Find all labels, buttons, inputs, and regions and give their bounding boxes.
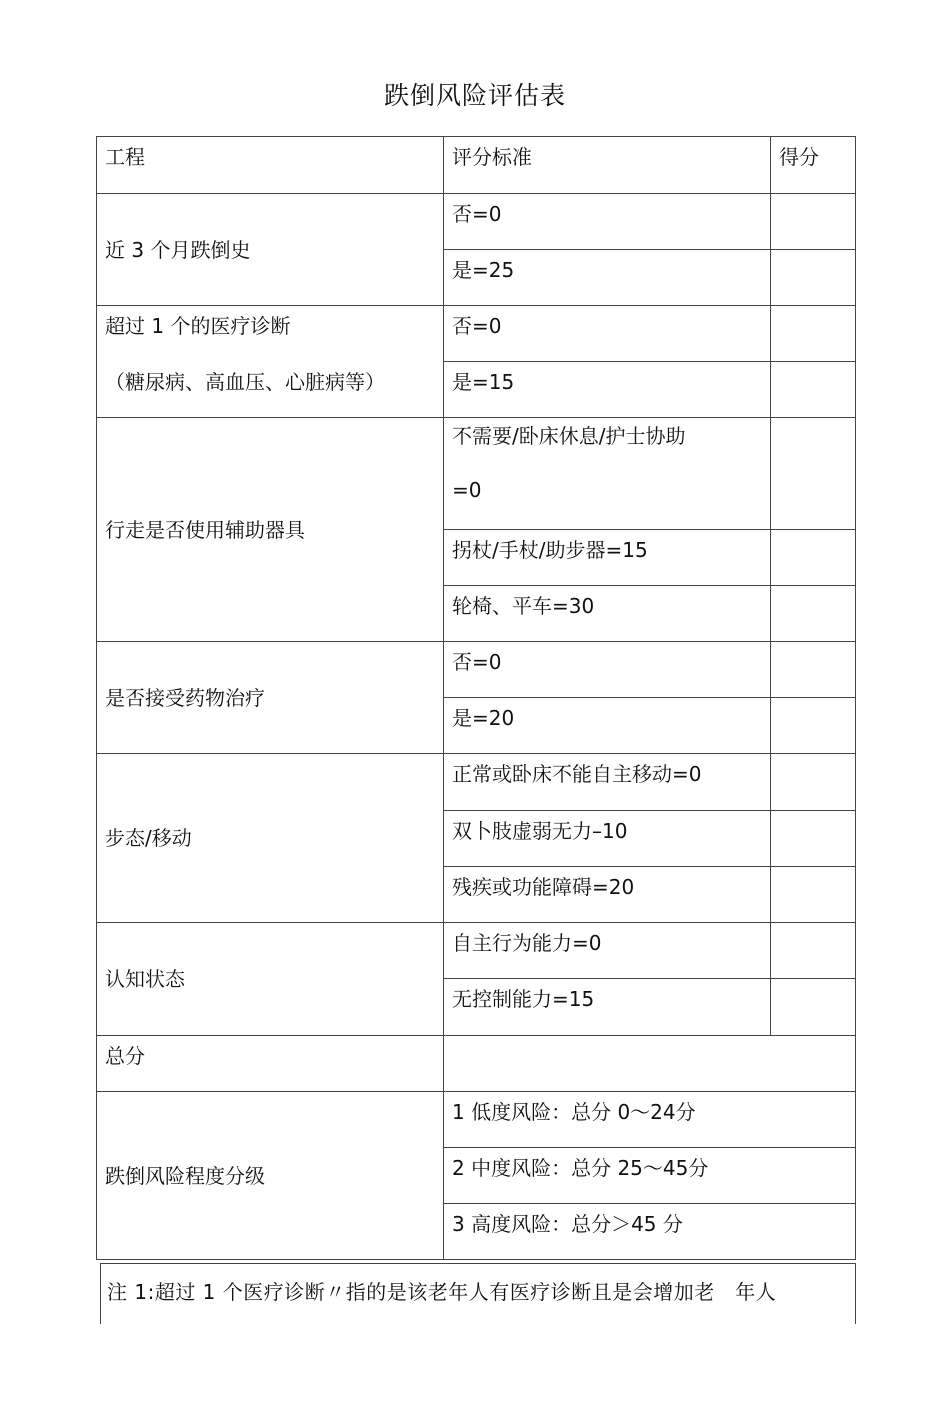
criteria-cell: 否=0: [444, 642, 771, 698]
criteria-cell: 双卜肢虚弱无力–10: [444, 811, 771, 867]
note-box: [100, 1263, 856, 1324]
header-row: [97, 137, 856, 194]
table-row: [97, 754, 856, 811]
table-row: [97, 923, 856, 979]
score-cell[interactable]: [771, 754, 856, 811]
header-item: 工程: [97, 137, 444, 194]
score-cell[interactable]: [771, 923, 856, 979]
score-cell[interactable]: [771, 642, 856, 698]
score-cell[interactable]: [771, 698, 856, 754]
score-cell[interactable]: [771, 362, 856, 418]
item-diagnosis-line1: 超过 1 个的医疗诊断: [105, 314, 291, 338]
score-cell[interactable]: [771, 867, 856, 923]
criteria-cell: 是=25: [444, 250, 771, 306]
criteria-cell: 自主行为能力=0: [444, 923, 771, 979]
criteria-cell: 否=0: [444, 306, 771, 362]
total-row: [97, 1036, 856, 1092]
grading-level: 3 高度风险：总分＞45 分: [444, 1204, 856, 1260]
criteria-cell: 否=0: [444, 194, 771, 250]
score-cell[interactable]: [771, 418, 856, 530]
fall-risk-table: [96, 136, 856, 1260]
item-diagnosis-line2: （糖尿病、高血压、心脏病等）: [105, 370, 385, 394]
criteria-line: 不需要/卧床休息/护士协助: [452, 424, 686, 448]
table-row: [97, 194, 856, 250]
item-walking-aid: 行走是否使用辅助器具: [97, 418, 444, 642]
criteria-cell: 是=20: [444, 698, 771, 754]
table-row: [97, 306, 856, 362]
grading-level: 1 低度风险：总分 0～24分: [444, 1092, 856, 1148]
item-diagnosis: [97, 306, 444, 418]
header-score: 得分: [771, 137, 856, 194]
item-fall-history: 近 3 个月跌倒史: [97, 194, 444, 306]
table-row: [97, 642, 856, 698]
note-text: 注 1:超过 1 个医疗诊断〃指的是该老年人有医疗诊断且是会增加老 年人: [107, 1280, 777, 1304]
score-cell[interactable]: [771, 586, 856, 642]
header-criteria: 评分标准: [444, 137, 771, 194]
criteria-cell: 正常或卧床不能自主移动=0: [444, 754, 771, 811]
criteria-cell: 轮椅、平车=30: [444, 586, 771, 642]
item-gait: 步态/移动: [97, 754, 444, 923]
total-label: 总分: [97, 1036, 444, 1092]
grading-level: 2 中度风险：总分 25～45分: [444, 1148, 856, 1204]
criteria-line: =0: [452, 478, 482, 502]
criteria-cell: 拐杖/手杖/助步器=15: [444, 530, 771, 586]
criteria-cell: [444, 418, 771, 530]
criteria-cell: 残疾或功能障碍=20: [444, 867, 771, 923]
criteria-cell: 是=15: [444, 362, 771, 418]
criteria-cell: 无控制能力=15: [444, 979, 771, 1036]
total-score-cell[interactable]: [444, 1036, 856, 1092]
item-medication: 是否接受药物治疗: [97, 642, 444, 754]
score-cell[interactable]: [771, 530, 856, 586]
score-cell[interactable]: [771, 194, 856, 250]
item-cognition: 认知状态: [97, 923, 444, 1036]
score-cell[interactable]: [771, 979, 856, 1036]
table-row: [97, 1092, 856, 1148]
score-cell[interactable]: [771, 306, 856, 362]
page-title: 跌倒风险评估表: [383, 81, 566, 110]
score-cell[interactable]: [771, 811, 856, 867]
score-cell[interactable]: [771, 250, 856, 306]
table-row: [97, 418, 856, 530]
grading-label: 跌倒风险程度分级: [97, 1092, 444, 1260]
